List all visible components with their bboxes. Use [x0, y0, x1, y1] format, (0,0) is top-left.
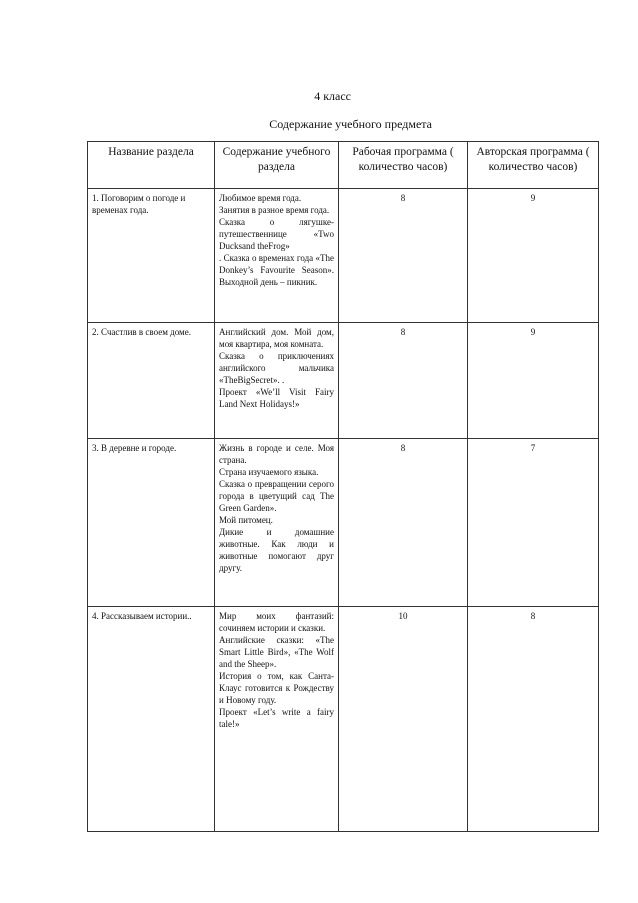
content-line: Сказка о лягушке-путешественнице «Two Ducksand theFrog»: [219, 217, 334, 251]
grade-heading: 4 класс: [314, 89, 351, 103]
author-hours-cell: 7: [468, 439, 599, 607]
section-content-cell: [215, 323, 339, 439]
table-row: [88, 323, 599, 439]
section-content-cell: [215, 439, 339, 607]
content-line: Жизнь в городе и селе. Моя страна.: [219, 443, 334, 465]
content-line: Проект «Let’s write a fairy tale!»: [219, 707, 334, 729]
curriculum-table: [87, 141, 599, 832]
work-hours-cell: 8: [339, 323, 468, 439]
content-line: . Сказка о временах года «The Donkey’s Favourite Season». Выходной день – пикник.: [219, 253, 334, 287]
table-row: [88, 189, 599, 323]
section-content-cell: [215, 189, 339, 323]
section-name-cell: 3. В деревне и городе.: [88, 439, 215, 607]
content-line: Сказка о превращении серого города в цветущий сад The Green Garden».: [219, 479, 334, 513]
table-row: [88, 607, 599, 832]
header-section-content: Содержание учебного раздела: [215, 142, 339, 189]
work-hours-cell: 8: [339, 189, 468, 323]
section-name-cell: 4. Рассказываем истории..: [88, 607, 215, 832]
content-line: Занятия в разное время года.: [219, 205, 330, 215]
author-hours-cell: 9: [468, 189, 599, 323]
section-content-cell: [215, 607, 339, 832]
author-hours-cell: 9: [468, 323, 599, 439]
work-hours-cell: 10: [339, 607, 468, 832]
section-name-cell: 1. Поговорим о погоде и временах года.: [88, 189, 215, 323]
header-work-program-hours: Рабочая программа ( количество часов): [339, 142, 468, 189]
content-line: Сказка о приключениях английского мальчика «TheBigSecret». .: [219, 351, 334, 385]
section-name-cell: 2. Счастлив в своем доме.: [88, 323, 215, 439]
header-author-program-hours: Авторская программа ( количество часов): [468, 142, 599, 189]
author-hours-cell: 8: [468, 607, 599, 832]
work-hours-cell: 8: [339, 439, 468, 607]
table-row: [88, 439, 599, 607]
content-line: Проект «We’ll Visit Fairy Land Next Holidays!»: [219, 387, 334, 409]
content-line: Страна изучаемого языка.: [219, 467, 319, 477]
content-line: Английские сказки: «The Smart Little Bird», «The Wolf and the Sheep».: [219, 635, 334, 669]
content-line: Мир моих фантазий: сочиняем истории и сказки.: [219, 611, 334, 633]
page-subtitle: Содержание учебного предмета: [269, 117, 432, 131]
content-line: Дикие и домашние животные. Как люди и животные помогают друг другу.: [219, 527, 334, 573]
content-line: Мой питомец.: [219, 515, 273, 525]
content-line: Любимое время года.: [219, 193, 302, 203]
header-section-name: Название раздела: [88, 142, 215, 189]
content-line: Английский дом. Мой дом, моя квартира, моя комната.: [219, 327, 334, 349]
table-header-row: [88, 142, 599, 189]
content-line: История о том, как Санта-Клаус готовится к Рождеству и Новому году.: [219, 671, 334, 705]
